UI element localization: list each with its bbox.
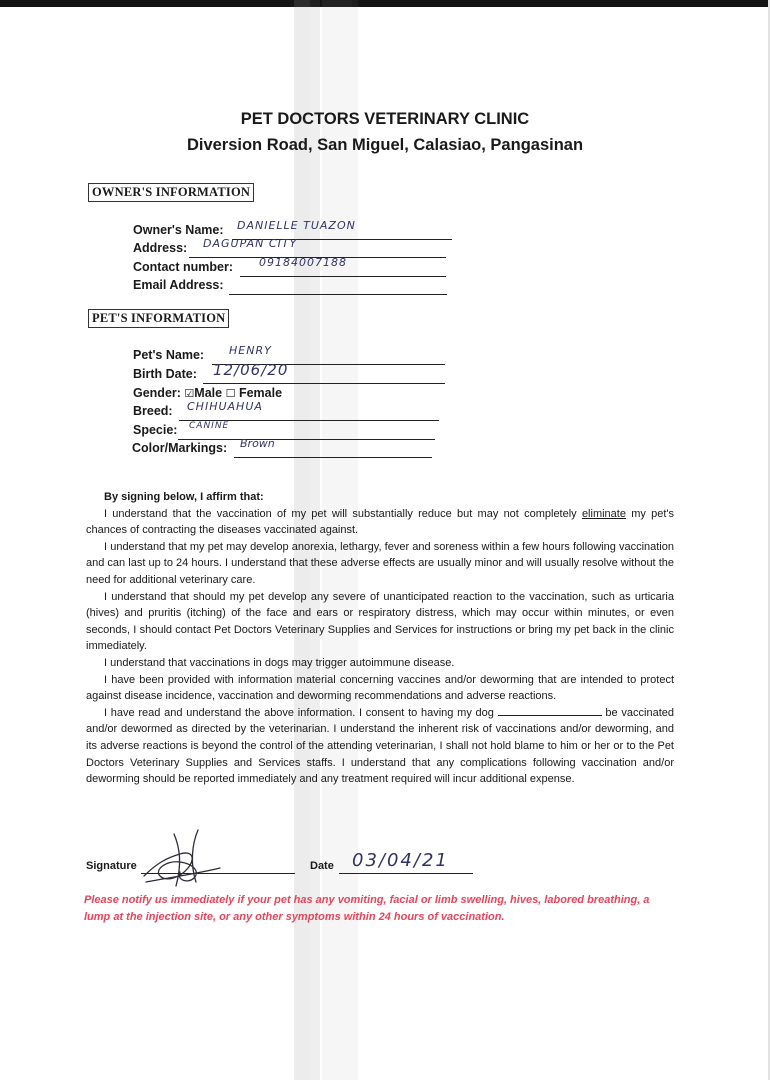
scan-edge-top	[0, 0, 770, 7]
contact-field	[133, 256, 347, 274]
owner-name-label: Owner's Name:	[133, 223, 224, 237]
contact-label: Contact number:	[133, 260, 233, 274]
owner-name-field	[133, 219, 356, 237]
male-option-label: Male	[194, 386, 223, 400]
affirmation-text	[86, 489, 674, 788]
date-line[interactable]	[339, 873, 473, 874]
affirmation-paragraph-1: I understand that the vaccination of my pet will substantially reduce but may not completely eliminate my pet's chances of contracting the diseases vaccinated against.	[86, 507, 675, 537]
affirmation-paragraph-5: I have been provided with information material concerning vaccines and/or deworming that are intended to protect against disease incidence, vaccination and deworming recommendations and adverse reactions.	[86, 673, 674, 703]
affirmation-paragraph-2: I understand that my pet may develop anorexia, lethargy, fever and soreness within a few hours following vaccination and can last up to 24 hours. I understand that these adverse effects are usually minor and will usually resolve without the need for additional veterinary care.	[86, 540, 674, 586]
affirmation-paragraph-4: I understand that vaccinations in dogs may trigger autoimmune disease.	[104, 656, 455, 669]
female-option-label: Female	[238, 386, 283, 400]
color-markings-label: Color/Markings:	[132, 441, 228, 455]
pet-section-title: PET'S INFORMATION	[88, 309, 229, 328]
gender-field	[133, 386, 282, 400]
contact-value: 09184007188	[259, 256, 347, 269]
email-field	[133, 278, 224, 292]
clinic-name: PET DOCTORS VETERINARY CLINIC	[240, 110, 530, 128]
specie-value: CANINE	[189, 421, 230, 431]
address-field	[133, 237, 298, 255]
specie-field	[133, 421, 230, 437]
pet-name-label: Pet's Name:	[133, 348, 205, 362]
owner-name-value: DANIELLE TUAZON	[237, 219, 356, 232]
email-line	[229, 280, 447, 295]
address-value: DAGUPAN CITY	[203, 237, 298, 250]
handwritten-signature	[136, 824, 226, 894]
color-markings-field	[132, 437, 275, 455]
clinic-address: Diversion Road, San Miguel, Calasiao, Pangasinan	[186, 136, 584, 154]
breed-label: Breed:	[133, 404, 173, 418]
affirmation-paragraph-6: I have read and understand the above information. I consent to having my dog be vaccinated and/or dewormed as directed by the veterinarian. I understand the inherent risk of vaccinations and/or deworming, and its adverse reactions is beyond the control of the attending veterinarian, I shall not hold blame to him or her or to the Pet Doctors Veterinary Supplies and Services staffs. I understand that any complications following vaccination and/or deworming should be reported immediately and any treatment required will incur additional expense.	[86, 706, 674, 786]
specie-label: Specie:	[133, 423, 178, 437]
date-value: 03/04/21	[352, 850, 449, 871]
affirmation-lead: By signing below, I affirm that:	[104, 491, 264, 503]
breed-value: CHIHUAHUA	[187, 400, 263, 413]
dog-name-blank[interactable]	[498, 705, 602, 716]
date-label: Date	[310, 860, 334, 872]
email-label: Email Address:	[133, 278, 224, 292]
eliminate-underlined: eliminate	[581, 507, 626, 520]
female-checkbox[interactable]: ☐	[225, 388, 236, 400]
address-label: Address:	[133, 241, 188, 255]
birth-date-field	[133, 361, 289, 381]
male-checkbox[interactable]: ☑	[184, 388, 195, 400]
birth-date-value: 12/06/20	[213, 361, 289, 379]
breed-field	[133, 400, 263, 418]
gender-label: Gender:	[133, 386, 181, 400]
post-vaccination-notice: Please notify us immediately if your pet has any vomiting, facial or limb swelling, hives, labored breathing, a lump at the injection site, or any other symptoms within 24 hours of vaccination.	[84, 894, 650, 923]
signature-label: Signature	[86, 860, 137, 872]
affirmation-paragraph-3: I understand that should my pet develop any severe of unanticipated reaction to the vaccination, such as urticaria (hives) and pruritis (itching) of the face and ears or respiratory distress, which may occur within minutes, or even seconds, I should contact Pet Doctors Veterinary Supplies and Services for instructions or bring my pet back in the clinic immediately.	[86, 590, 674, 653]
owner-section-title: OWNER'S INFORMATION	[88, 183, 254, 202]
birth-date-label: Birth Date:	[133, 367, 197, 381]
pet-name-value: HENRY	[229, 344, 272, 357]
color-markings-value: Brown	[240, 437, 275, 450]
pet-name-field	[133, 344, 272, 362]
